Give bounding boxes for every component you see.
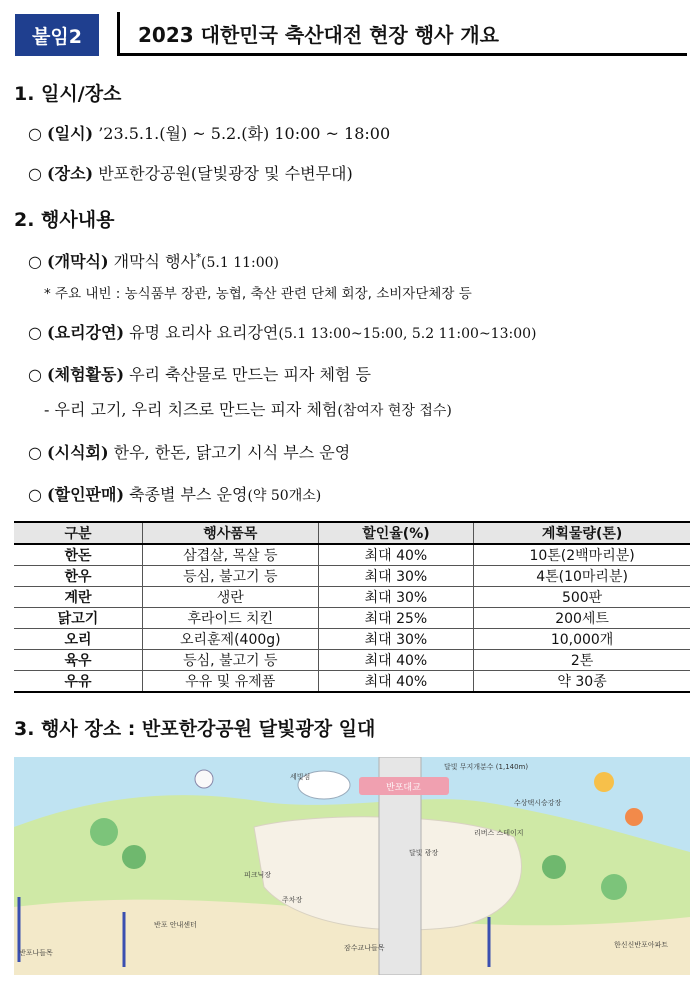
table-cell: 4톤(10마리분) bbox=[474, 566, 690, 587]
bullet-icon: ○ bbox=[28, 443, 48, 462]
table-cell: 최대 40% bbox=[318, 544, 473, 566]
tasting-value: 한우, 한돈, 닭고기 시식 부스 운영 bbox=[108, 443, 351, 462]
bullet-icon: ○ bbox=[28, 485, 48, 504]
table-cell: 생란 bbox=[142, 587, 318, 608]
experience-line bbox=[28, 362, 371, 385]
table-cell: 200세트 bbox=[474, 608, 690, 629]
bullet-icon: ○ bbox=[28, 164, 48, 183]
table-cell: 10톤(2백마리분) bbox=[474, 544, 690, 566]
table-cell: 삼겹살, 목살 등 bbox=[142, 544, 318, 566]
experience-value: 우리 축산물로 만드는 피자 체험 등 bbox=[124, 365, 371, 384]
table-cell: 한돈 bbox=[14, 544, 142, 566]
table-cell: 2톤 bbox=[474, 650, 690, 671]
table-header-cell: 할인율(%) bbox=[318, 522, 473, 544]
table-row bbox=[14, 608, 690, 629]
table-row bbox=[14, 629, 690, 650]
place-label: (장소) bbox=[47, 164, 94, 183]
table-cell: 최대 30% bbox=[318, 566, 473, 587]
map-label-picnic: 피크닉장 bbox=[244, 871, 272, 879]
table-row bbox=[14, 544, 690, 566]
table-cell: 최대 40% bbox=[318, 650, 473, 671]
table-cell: 최대 30% bbox=[318, 629, 473, 650]
table-header-cell: 계획물량(톤) bbox=[474, 522, 690, 544]
venue-map-illustration bbox=[14, 757, 690, 975]
place-line bbox=[28, 161, 353, 184]
cooking-label: (요리강연) bbox=[47, 323, 125, 342]
map-label-info: 반포 안내센터 bbox=[154, 921, 197, 929]
place-value: 반포한강공원(달빛광장 및 수변무대) bbox=[93, 164, 353, 183]
page-title: 2023 대한민국 축산대전 현장 행사 개요 bbox=[138, 23, 499, 47]
table-row bbox=[14, 650, 690, 671]
opening-time: (5.1 11:00) bbox=[201, 255, 279, 271]
table-cell: 후라이드 치킨 bbox=[142, 608, 318, 629]
bullet-icon: ○ bbox=[28, 124, 48, 143]
opening-label: (개막식) bbox=[47, 252, 109, 271]
table-header-row bbox=[14, 522, 690, 544]
title-box bbox=[117, 12, 687, 56]
opening-value: 개막식 행사 bbox=[108, 252, 197, 271]
date-line bbox=[28, 121, 390, 144]
section-3-heading: 3. 행사 장소 : 반포한강공원 달빛광장 일대 bbox=[14, 718, 376, 740]
section-1-heading: 1. 일시/장소 bbox=[14, 83, 122, 105]
cooking-line bbox=[28, 320, 537, 343]
table-cell: 닭고기 bbox=[14, 608, 142, 629]
map-label-bridge: 반포대교 bbox=[386, 783, 421, 793]
table-header-cell: 구분 bbox=[14, 522, 142, 544]
map-label-apartment: 한신신반포아파트 bbox=[614, 941, 669, 949]
table-cell: 약 30종 bbox=[474, 671, 690, 693]
appendix-badge: 붙임2 bbox=[15, 14, 99, 56]
table-cell: 오리 bbox=[14, 629, 142, 650]
cooking-time: (5.1 13:00~15:00, 5.2 11:00~13:00) bbox=[278, 326, 537, 342]
table-row bbox=[14, 587, 690, 608]
table-row bbox=[14, 671, 690, 693]
table-cell: 육우 bbox=[14, 650, 142, 671]
tasting-line bbox=[28, 440, 350, 463]
map-label-parking: 주차장 bbox=[282, 896, 303, 904]
table-cell: 우유 및 유제품 bbox=[142, 671, 318, 693]
table-cell: 최대 40% bbox=[318, 671, 473, 693]
experience-label: (체험활동) bbox=[47, 365, 125, 384]
map-label-underpass: 반포나들목 bbox=[19, 949, 53, 957]
bullet-icon: ○ bbox=[28, 323, 48, 342]
discount-table bbox=[14, 521, 690, 693]
table-cell: 오리훈제(400g) bbox=[142, 629, 318, 650]
section-2-heading: 2. 행사내용 bbox=[14, 209, 115, 231]
sale-label: (할인판매) bbox=[47, 485, 125, 504]
table-header-cell: 행사품목 bbox=[142, 522, 318, 544]
table-cell: 10,000개 bbox=[474, 629, 690, 650]
opening-star: * bbox=[196, 252, 202, 264]
experience-sub-text: - 우리 고기, 우리 치즈로 만드는 피자 체험 bbox=[44, 400, 338, 419]
table-cell: 계란 bbox=[14, 587, 142, 608]
sale-line bbox=[28, 482, 321, 505]
experience-sub bbox=[44, 397, 452, 420]
date-value: ’23.5.1.(월) ~ 5.2.(화) 10:00 ~ 18:00 bbox=[93, 124, 391, 143]
map-label-water-stage: 수상택시승강장 bbox=[514, 799, 562, 807]
map-label-garden: 잠수교나들목 bbox=[344, 944, 385, 952]
map-label-square: 달빛 광장 bbox=[409, 849, 439, 857]
table-cell: 최대 25% bbox=[318, 608, 473, 629]
table-cell: 최대 30% bbox=[318, 587, 473, 608]
cooking-value: 유명 요리사 요리강연 bbox=[124, 323, 279, 342]
bullet-icon: ○ bbox=[28, 365, 48, 384]
table-cell: 등심, 불고기 등 bbox=[142, 650, 318, 671]
table-cell: 우유 bbox=[14, 671, 142, 693]
map-label-stage: 리버스 스테이지 bbox=[474, 829, 524, 837]
sale-note: (약 50개소) bbox=[247, 488, 322, 504]
bullet-icon: ○ bbox=[28, 252, 48, 271]
date-label: (일시) bbox=[47, 124, 94, 143]
map-label-saebit: 세빛섬 bbox=[290, 773, 311, 781]
venue-map bbox=[14, 757, 690, 975]
table-cell: 500판 bbox=[474, 587, 690, 608]
experience-sub-note: (참여자 현장 접수) bbox=[337, 403, 452, 419]
table-cell: 한우 bbox=[14, 566, 142, 587]
opening-note: * 주요 내빈 : 농식품부 장관, 농협, 축산 관련 단체 회장, 소비자단체장 등 bbox=[44, 286, 472, 302]
tasting-label: (시식회) bbox=[47, 443, 109, 462]
sale-value: 축종별 부스 운영 bbox=[124, 485, 248, 504]
table-cell: 등심, 불고기 등 bbox=[142, 566, 318, 587]
table-row bbox=[14, 566, 690, 587]
opening-line bbox=[28, 249, 279, 272]
map-label-fountain: 달빛 무지개분수 (1,140m) bbox=[444, 763, 529, 771]
